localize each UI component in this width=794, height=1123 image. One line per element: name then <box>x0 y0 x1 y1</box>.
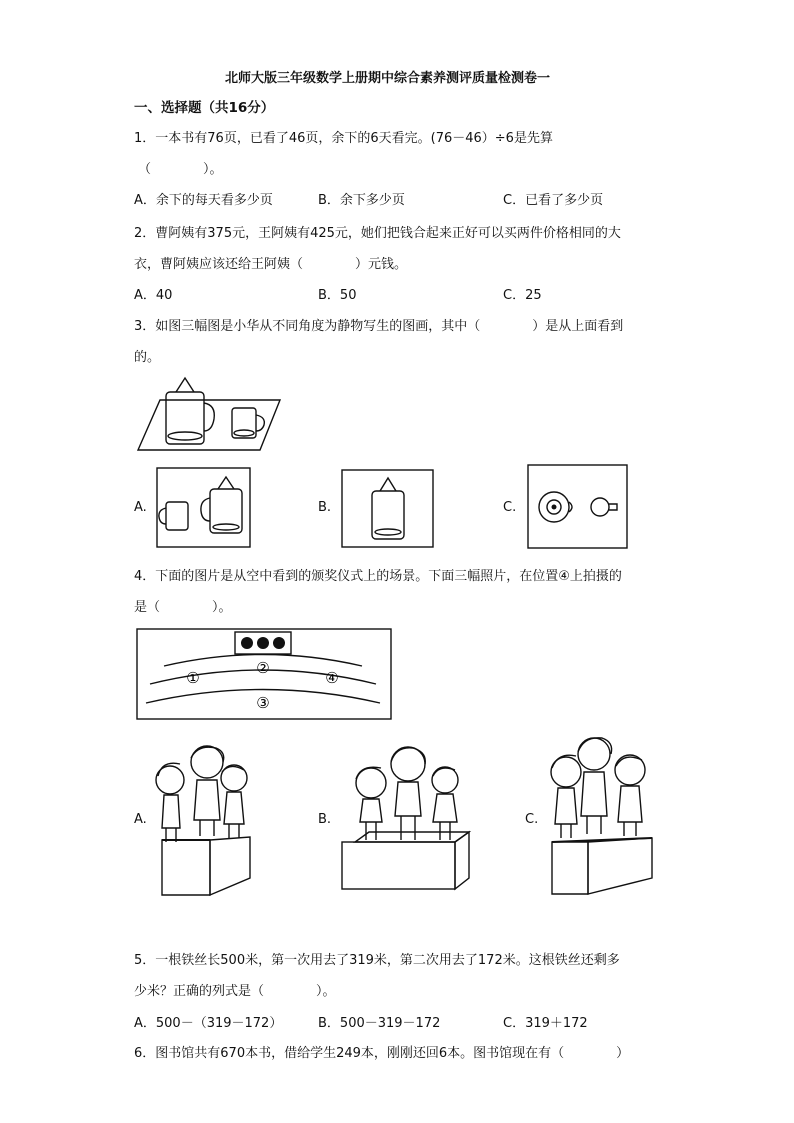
q3-stem-line1: 3．如图三幅图是小华从不同角度为静物写生的图画，其中（ ）是从上面看到 <box>134 319 624 334</box>
podium-box-shape <box>552 838 652 894</box>
q3-option-b-label[interactable]: B. <box>318 500 332 515</box>
q4-stem-line1: 4．下面的图片是从空中看到的颁奖仪式上的场景。下面三幅照片，在位置④上拍摄的 <box>134 569 622 584</box>
q1-stem-line1: 1．一本书有76页，已看了46页，余下的6天看完。(76－46）÷6是先算 <box>134 131 553 146</box>
q3-option-b-picture[interactable] <box>341 469 434 548</box>
q4-option-c-picture[interactable] <box>544 730 659 898</box>
q4-option-a-picture[interactable] <box>150 740 255 898</box>
award-ceremony-diagram <box>136 628 392 720</box>
q5-option-c[interactable]: C．319＋172 <box>503 1016 588 1031</box>
q1-option-c[interactable]: C．已看了多少页 <box>503 193 604 208</box>
children-group <box>156 746 247 842</box>
children-group <box>551 738 645 838</box>
q5-stem-line2: 少米？正确的列式是（ ）。 <box>134 984 336 999</box>
section-heading: 一、选择题（共16分） <box>134 100 275 116</box>
podium-box-shape <box>342 832 469 889</box>
front-view-jug-shape <box>372 478 404 539</box>
q3-option-a-label[interactable]: A. <box>134 500 147 515</box>
top-view-cup-shape <box>591 498 617 516</box>
q1-option-a[interactable]: A．余下的每天看多少页 <box>134 193 273 208</box>
page-title: 北师大版三年级数学上册期中综合素养测评质量检测卷一 <box>225 71 551 86</box>
cup-shape <box>232 408 264 438</box>
q2-option-a[interactable]: A．40 <box>134 288 173 303</box>
position-4-label: ④ <box>325 669 339 687</box>
position-2-label: ② <box>256 659 270 677</box>
position-1-label: ① <box>186 669 200 687</box>
q5-option-b[interactable]: B．500－319－172 <box>318 1016 441 1031</box>
q5-stem-line1: 5．一根铁丝长500米，第一次用去了319米，第二次用去了172米。这根铁丝还剩多 <box>134 953 620 968</box>
podium-top-view <box>235 632 291 654</box>
side-view-jug-shape <box>201 477 242 533</box>
q2-stem-line2: 衣，曹阿姨应该还给王阿姨（ ）元钱。 <box>134 257 408 272</box>
q4-option-b-label[interactable]: B. <box>318 812 332 827</box>
q2-option-c[interactable]: C．25 <box>503 288 542 303</box>
q3-option-a-picture[interactable] <box>156 467 251 548</box>
podium-box-shape <box>162 837 250 895</box>
q2-option-b[interactable]: B．50 <box>318 288 357 303</box>
q5-option-a[interactable]: A．500－（319－172） <box>134 1016 283 1031</box>
still-life-illustration <box>130 375 290 455</box>
table-tray-shape <box>138 400 280 450</box>
q2-stem-line1: 2．曹阿姨有375元，王阿姨有425元，她们把钱合起来正好可以买两件价格相同的大 <box>134 226 621 241</box>
q3-option-c-picture[interactable] <box>527 464 628 549</box>
top-view-jug-shape <box>539 492 572 522</box>
q6-stem-line1: 6．图书馆共有670本书，借给学生249本，刚刚还回6本。图书馆现在有（ ） <box>134 1046 630 1061</box>
position-3-label: ③ <box>256 694 270 712</box>
q4-stem-line2: 是（ ）。 <box>134 600 232 615</box>
q3-option-c-label[interactable]: C. <box>503 500 517 515</box>
side-view-cup-shape <box>159 502 188 530</box>
q4-option-a-label[interactable]: A. <box>134 812 147 827</box>
q4-option-b-picture[interactable] <box>341 742 472 892</box>
q1-option-b[interactable]: B．余下多少页 <box>318 193 405 208</box>
q3-stem-line2: 的。 <box>134 350 161 365</box>
q1-stem-line2: （ ）。 <box>138 162 223 177</box>
jug-shape <box>166 378 214 444</box>
children-group <box>356 747 458 840</box>
q4-option-c-label[interactable]: C. <box>525 812 539 827</box>
